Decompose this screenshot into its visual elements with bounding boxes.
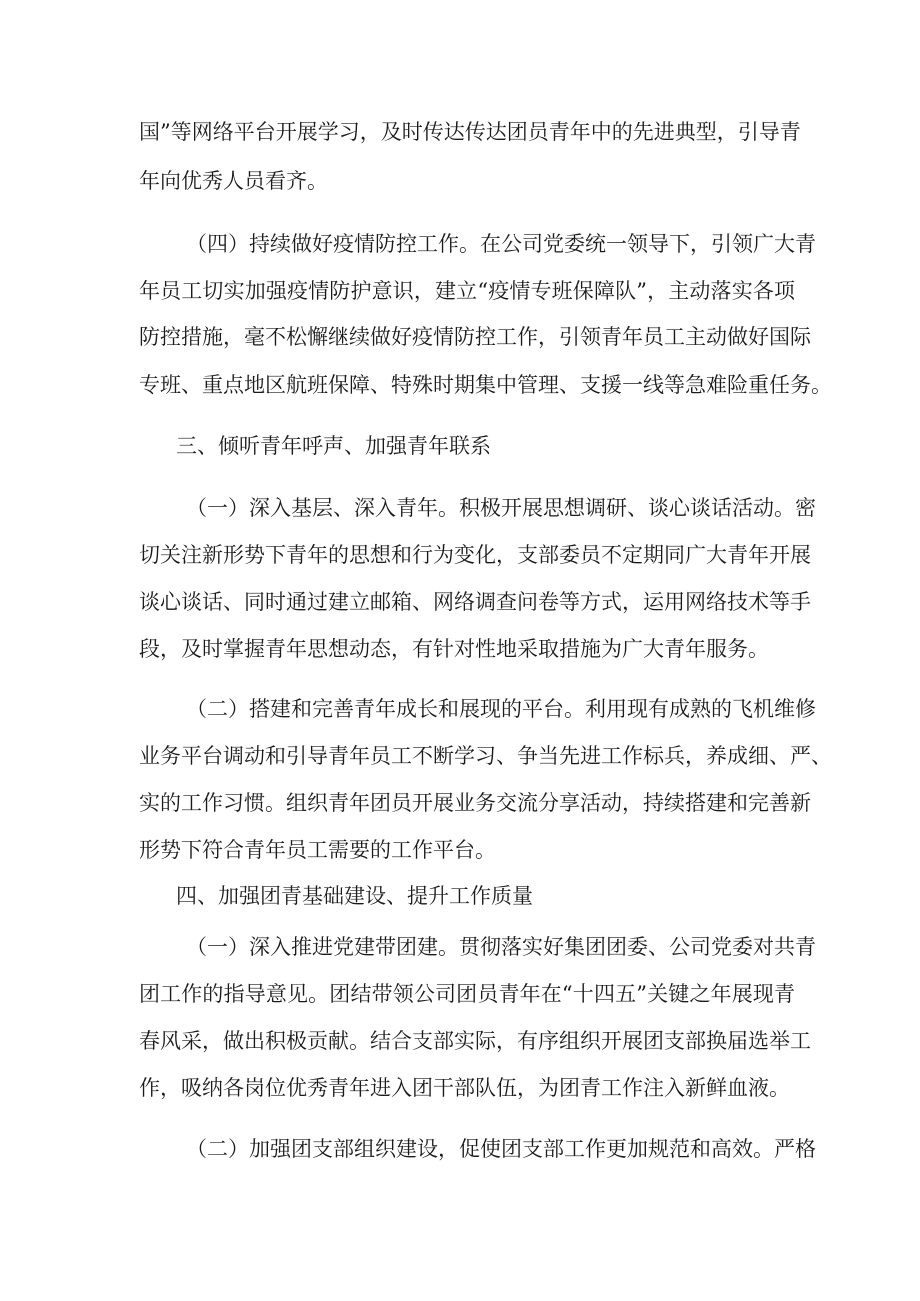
- para3-line-2: 切关注新形势下青年的思想和行为变化，支部委员不定期同广大青年开展: [139, 543, 811, 567]
- section-heading-4: 四、加强团青基础建设、提升工作质量: [176, 884, 533, 908]
- para4-line-3: 实的工作习惯。组织青年团员开展业务交流分享活动，持续搭建和完善新: [139, 791, 811, 815]
- para4-line-1: （二）搭建和完善青年成长和展现的平台。利用现有成熟的飞机维修: [186, 697, 816, 721]
- para4-line-4: 形势下符合青年员工需要的工作平台。: [139, 838, 496, 862]
- para2-line-4: 专班、重点地区航班保障、特殊时期集中管理、支援一线等急难险重任务。: [139, 373, 832, 397]
- para5-line-1: （一）深入推进党建带团建。贯彻落实好集团团委、公司党委对共青: [186, 935, 816, 959]
- para5-line-2: 团工作的指导意见。团结带领公司团员青年在“十四五”关键之年展现青: [139, 982, 795, 1006]
- para6-line-1: （二）加强团支部组织建设，促使团支部工作更加规范和高效。严格: [186, 1137, 816, 1161]
- section-heading-3: 三、倾听青年呼声、加强青年联系: [176, 434, 491, 458]
- para1-line-2: 年向优秀人员看齐。: [139, 169, 328, 193]
- para3-line-4: 段，及时掌握青年思想动态，有针对性地采取措施为广大青年服务。: [139, 637, 769, 661]
- para1-line-1: 国”等网络平台开展学习，及时传达传达团员青年中的先进典型，引导青: [139, 120, 801, 144]
- para3-line-1: （一）深入基层、深入青年。积极开展思想调研、谈心谈话活动。密: [186, 496, 816, 520]
- para4-line-2: 业务平台调动和引导青年员工不断学习、争当先进工作标兵，养成细、严、: [139, 744, 832, 768]
- para2-line-1: （四）持续做好疫情防控工作。在公司党委统一领导下，引领广大青: [186, 232, 816, 256]
- para5-line-4: 作，吸纳各岗位优秀青年进入团干部队伍，为团青工作注入新鲜血液。: [139, 1076, 790, 1100]
- para3-line-3: 谈心谈话、同时通过建立邮箱、网络调查问卷等方式，运用网络技术等手: [139, 590, 811, 614]
- para2-line-3: 防控措施，毫不松懈继续做好疫情防控工作，引领青年员工主动做好国际: [139, 325, 811, 349]
- para2-line-2: 年员工切实加强疫情防护意识，建立“疫情专班保障队”，主动落实各项: [139, 279, 795, 303]
- para5-line-3: 春风采，做出积极贡献。结合支部实际，有序组织开展团支部换届选举工: [139, 1029, 811, 1053]
